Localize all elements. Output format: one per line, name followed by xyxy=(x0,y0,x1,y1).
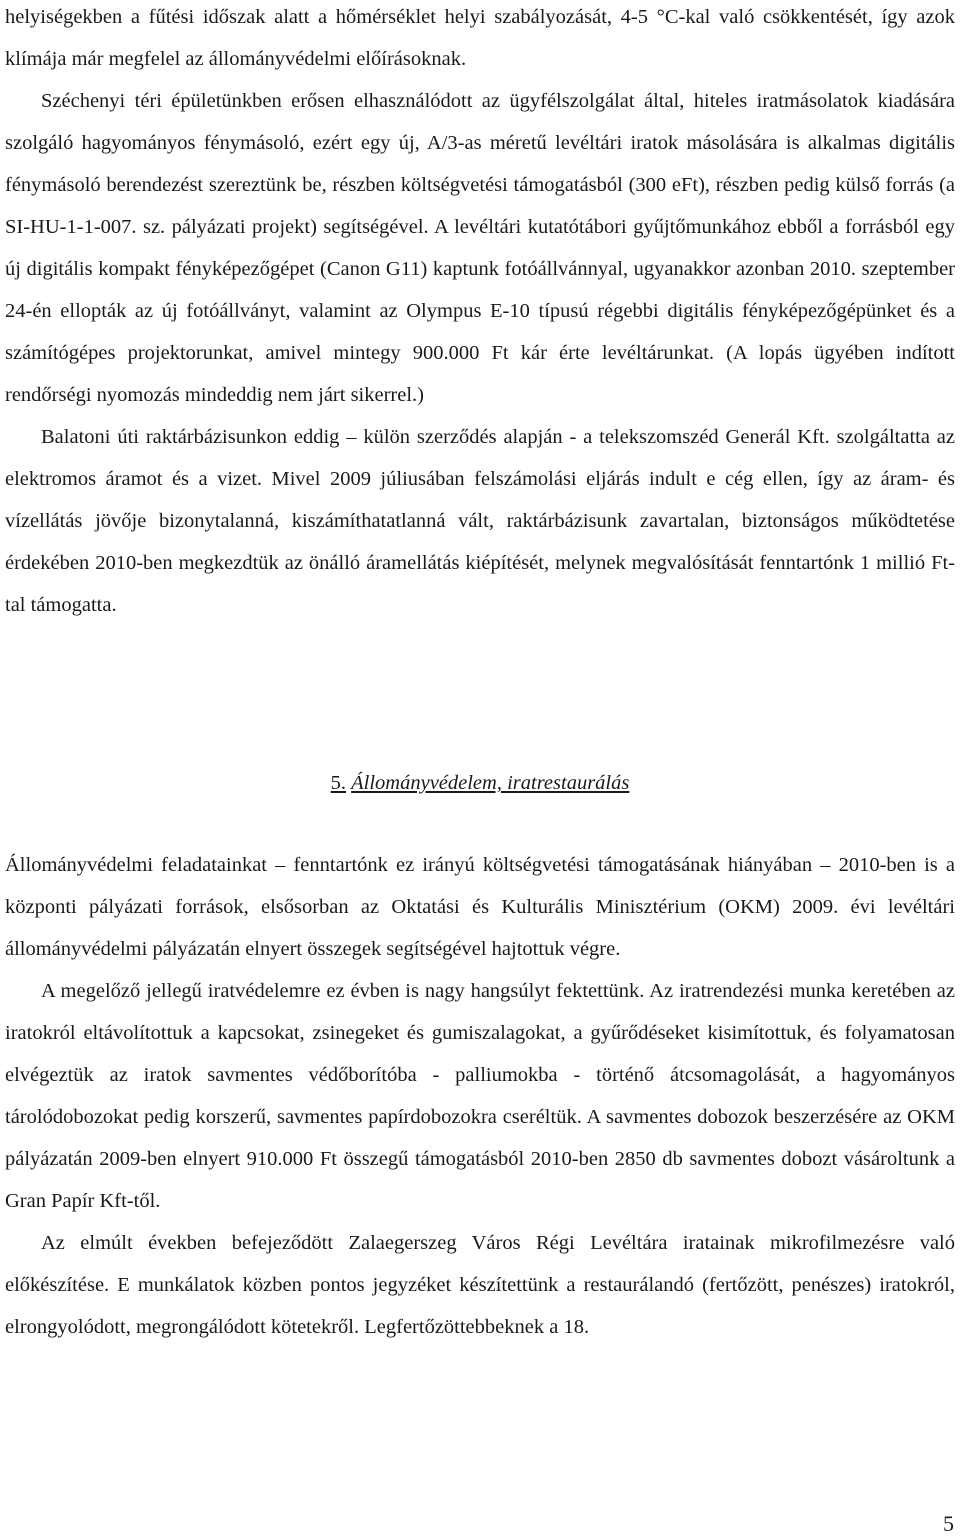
paragraph-power-supply: Balatoni úti raktárbázisunkon eddig – külön szerződés alapján - a telekszomszéd Generál Kft. szolgáltatta az elektromos áramot és a vizet. Mivel 2009 júliusában felszámolási eljárás indult e cég ellen, így az áram- és vízellátás jövője bizonytalanná, kiszámíthatatlanná vált, raktárbázisunk zavartalan, biztonságos működtetése érdekében 2010-ben megkezdtük az önálló áramellátás kiépítését, melynek megvalósítását fenntartónk 1 millió Ft-tal támogatta. xyxy=(5,426,955,616)
paragraph-preventive-protection: A megelőző jellegű iratvédelemre ez évben is nagy hangsúlyt fektettünk. Az iratrendezési munka keretében az iratokról eltávolítottuk a kapcsokat, zsinegeket és gumiszalagokat, a gyűrődéseket kisimítottuk, és folyamatosan elvégeztük az iratok savmentes védőborítóba - palliumokba - történő átcsomagolását, a hagyományos tárolódobozokat pedig korszerű, savmentes papírdobozokra cseréltük. A savmentes dobozok beszerzésére az OKM pályázatán 2009-ben elnyert 910.000 Ft összegű támogatásból 2010-ben 2850 db savmentes dobozt vásároltunk a Gran Papír Kft-től. xyxy=(5,980,955,1212)
page-number: 5 xyxy=(943,1511,954,1536)
section-heading xyxy=(5,762,955,804)
paragraph-preservation-funding: Állományvédelmi feladatainkat – fenntartónk ez irányú költségvetési támogatásának hiányában – 2010-ben is a központi pályázati források, elsősorban az Oktatási és Kulturális Minisztérium (OKM) 2009. évi levéltári állományvédelmi pályázatán elnyert összegek segítségével hajtottuk végre. xyxy=(5,854,955,960)
section-number: 5. xyxy=(330,772,346,794)
paragraph-copier: Széchenyi téri épületünkben erősen elhasználódott az ügyfélszolgálat által, hiteles iratmásolatok kiadására szolgáló hagyományos fénymásoló, ezért egy új, A/3-as méretű levéltári iratok másolására is alkalmas digitális fénymásoló berendezést szereztünk be, részben költségvetési támogatásból (300 eFt), részben pedig külső forrás (a SI-HU-1-1-007. sz. pályázati projekt) segítségével. A levéltári kutatótábori gyűjtőmunkához ebből a forrásból egy új digitális kompakt fényképezőgépet (Canon G11) kaptunk fotóállvánnyal, ugyanakkor azonban 2010. szeptember 24-én ellopták az új fotóállványt, valamint az Olympus E-10 típusú régebbi digitális fényképezőgépünket és a számítógépes projektorunkat, amivel mintegy 900.000 Ft kár érte levéltárunkat. (A lopás ügyében indított rendőrségi nyomozás mindeddig nem járt sikerrel.) xyxy=(5,90,955,406)
paragraph-microfilming: Az elmúlt években befejeződött Zalaegerszeg Város Régi Levéltára iratainak mikrofilmezésre való előkészítése. E munkálatok közben pontos jegyzéket készítettünk a restaurálandó (fertőzött, penészes) iratokról, elrongyolódott, megrongálódott kötetekről. Legfertőzöttebbeknek a 18. xyxy=(5,1232,955,1338)
section-title: Állományvédelem, iratrestaurálás xyxy=(351,772,630,794)
paragraph-heating: helyiségekben a fűtési időszak alatt a hőmérséklet helyi szabályozását, 4-5 °C-kal való csökkentését, így azok klímája már megfelel az állományvédelmi előírásoknak. xyxy=(5,6,955,70)
section-text-block xyxy=(5,844,955,1348)
top-text-block xyxy=(5,0,955,626)
